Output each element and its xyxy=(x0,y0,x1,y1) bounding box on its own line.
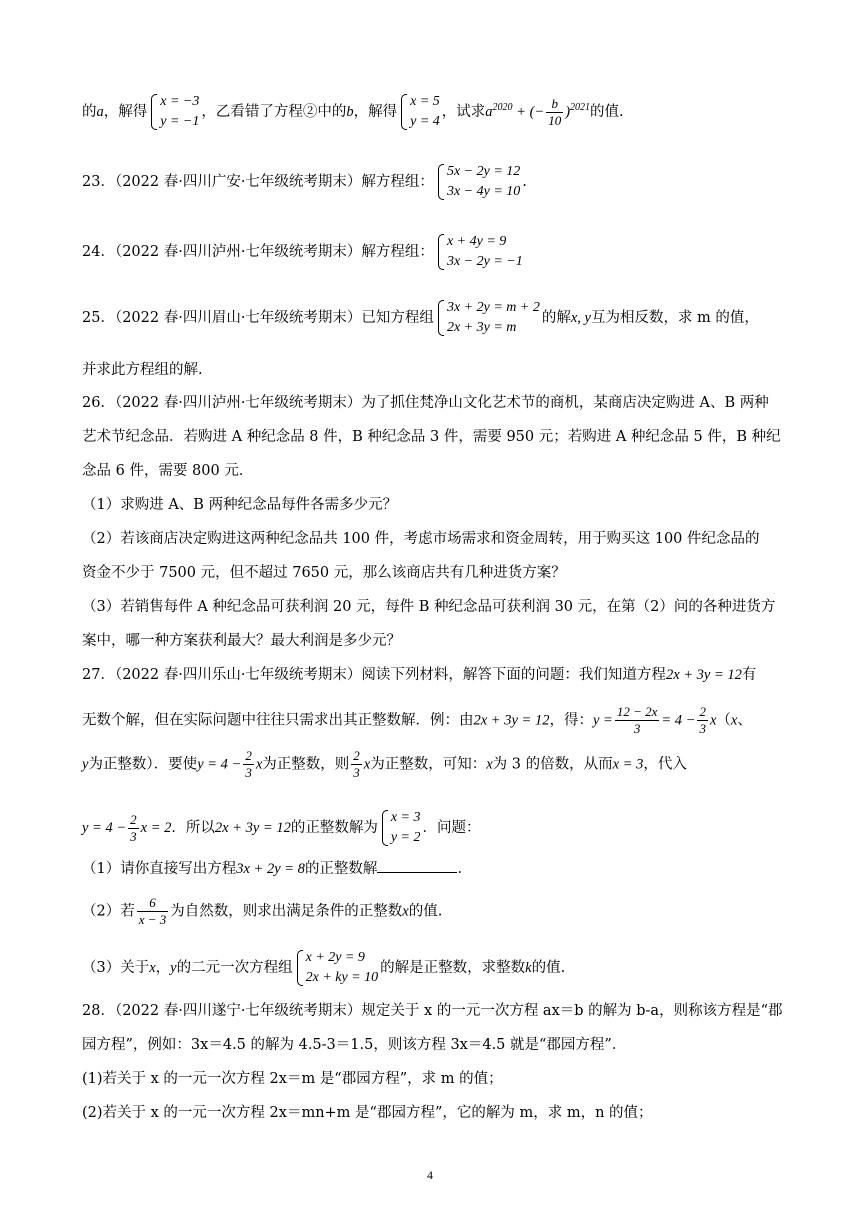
q27-fraction: $\frac{2}{3}$ xyxy=(245,748,252,780)
page-number: 4 xyxy=(427,1168,433,1182)
q22-text: ，解得 xyxy=(353,104,398,120)
q22-text: ，解得 xyxy=(103,104,148,120)
q26-line-1: 26．（2022 春·四川泸州·七年级统考期末）为了抓住梵净山文化艺术节的商机，某商店决定购进 A、B 两种 xyxy=(82,395,769,411)
q22-var-b: b xyxy=(346,104,354,120)
q27-fraction: $\frac{6}{x - 3}$ xyxy=(138,895,167,927)
q26-part-1: （1）求购进 A、B 两种纪念品每件各需多少元？ xyxy=(82,497,398,513)
q27-fraction: $\frac{2}{3}$ xyxy=(699,704,706,736)
q28-line-1: 28．（2022 春·四川遂宁·七年级统考期末）规定关于 x 的一元一次方程 ax＝b 的解为 b-a，则称该方程是“郡 xyxy=(82,1003,783,1019)
q28-part-1: (1)若关于 x 的一元一次方程 2x＝m 是“郡园方程”，求 m 的值； xyxy=(82,1071,503,1087)
q25-line: 25．（2022 春·四川眉山·七年级统考期末）已知方程组 3x + 2y = m + 2 2x + 3y = m 的解x, y互为相反数，求 m 的值， xyxy=(82,298,759,338)
q22-text: ，试求 xyxy=(441,104,486,120)
q28-part-2: (2)若关于 x 的一元一次方程 2x＝mn+m 是“郡园方程”，它的解为 m，求 m，n 的值； xyxy=(82,1105,653,1121)
q22-text: ，乙看错了方程②中的 xyxy=(201,104,347,120)
q22-solution-1: x = −3 y = −1 xyxy=(149,92,199,132)
q22-fraction: $\frac{b}{10}$ xyxy=(548,96,562,129)
q27-fraction: $\frac{12 - 2x}{3}$ xyxy=(616,704,658,736)
q28-line-2: 园方程”，例如：3x＝4.5 的解为 4.5-3＝1.5，则该方程 3x＝4.5 就是“郡园方程”． xyxy=(82,1037,627,1053)
q26-part-2b: 资金不少于 7500 元，但不超过 7650 元，那么该商店共有几种进货方案？ xyxy=(82,565,566,581)
q22-var-a: a xyxy=(96,104,104,120)
q26-part-3b: 案中，哪一种方案获利最大？最大利润是多少元？ xyxy=(82,633,401,649)
q22-text: 的 xyxy=(82,104,97,120)
q24-system: x + 4y = 9 3x − 2y = −1 xyxy=(436,232,523,272)
q27-fraction: $\frac{2}{3}$ xyxy=(353,748,360,780)
q27-part-2: （2）若 $\frac{6}{x - 3}$ 为自然数，则求出满足条件的正整数x的值. xyxy=(82,895,443,927)
q27-part-1: （1）请你直接写出方程3x + 2y = 8的正整数解 ． xyxy=(82,858,472,879)
q27-line-1: 27．（2022 春·四川乐山·七年级统考期末）阅读下列材料，解答下面的问题：我们知道方程2x + 3y = 12有 xyxy=(82,667,757,683)
answer-blank[interactable] xyxy=(377,858,457,873)
q27-line-4: y = 4 − $\frac{2}{3}$ x = 2．所以2x + 3y = 12的正整数解为 x = 3 y = 2 ．问题： xyxy=(82,808,481,848)
q26-line-2: 艺术节纪念品．若购进 A 种纪念品 8 件，B 种纪念品 3 件，需要 950 元；若购进 A 种纪念品 5 件，B 种纪 xyxy=(82,429,781,445)
q23-system: 5x − 2y = 12 3x − 4y = 10 xyxy=(436,162,520,202)
q26-line-3: 念品 6 件，需要 800 元． xyxy=(82,463,254,479)
q25-system: 3x + 2y = m + 2 2x + 3y = m xyxy=(436,298,540,338)
q27-line-2: 无数个解，但在实际问题中往往只需求出其正整数解．例：由2x + 3y = 12，得：y = $\frac{12 - 2x}{3}$ = 4 − $\frac{2}{3}$ x（x、 xyxy=(82,704,752,736)
q22-line xyxy=(82,92,624,132)
q26-part-3a: （3）若销售每件 A 种纪念品可获利润 20 元，每件 B 种纪念品可获利润 30 元，在第（2）问的各种进货方 xyxy=(82,599,776,615)
q23-text: 23．（2022 春·四川广安·七年级统考期末）解方程组： xyxy=(82,174,434,190)
q22-text: 的值. xyxy=(590,104,624,120)
q23-line: 23．（2022 春·四川广安·七年级统考期末）解方程组： 5x − 2y = 12 3x − 4y = 10 . xyxy=(82,162,527,202)
q25-text: 25．（2022 春·四川眉山·七年级统考期末）已知方程组 xyxy=(82,310,434,326)
q26-part-2a: （2）若该商店决定购进这两种纪念品共 100 件，考虑市场需求和资金周转，用于购买这 100 件纪念品的 xyxy=(82,531,760,547)
q24-line xyxy=(82,232,525,272)
q22-expression: $a^{2020}$ + (− $\frac{b}{10}$ )$^{2021}$ xyxy=(485,96,591,129)
q27-solution: x = 3 y = 2 xyxy=(380,808,421,848)
q22-solution-2: x = 5 y = 4 xyxy=(399,92,440,132)
q27-fraction: $\frac{2}{3}$ xyxy=(130,811,137,844)
q27-system: x + 2y = 9 2x + ky = 10 xyxy=(295,948,379,988)
q24-text: 24．（2022 春·四川泸州·七年级统考期末）解方程组： xyxy=(82,244,434,260)
q27-line-3: y为正整数）．要使y = 4 − $\frac{2}{3}$ x为正整数，则 $\frac{2}{3}$ x为正整数，可知：x为 3 的倍数，从而x = 3，代入 xyxy=(82,748,687,780)
q27-part-3: （3）关于x，y的二元一次方程组 x + 2y = 9 2x + ky = 10 的解是正整数，求整数k的值. xyxy=(82,948,565,988)
q25-line-2: 并求此方程组的解. xyxy=(82,362,203,378)
